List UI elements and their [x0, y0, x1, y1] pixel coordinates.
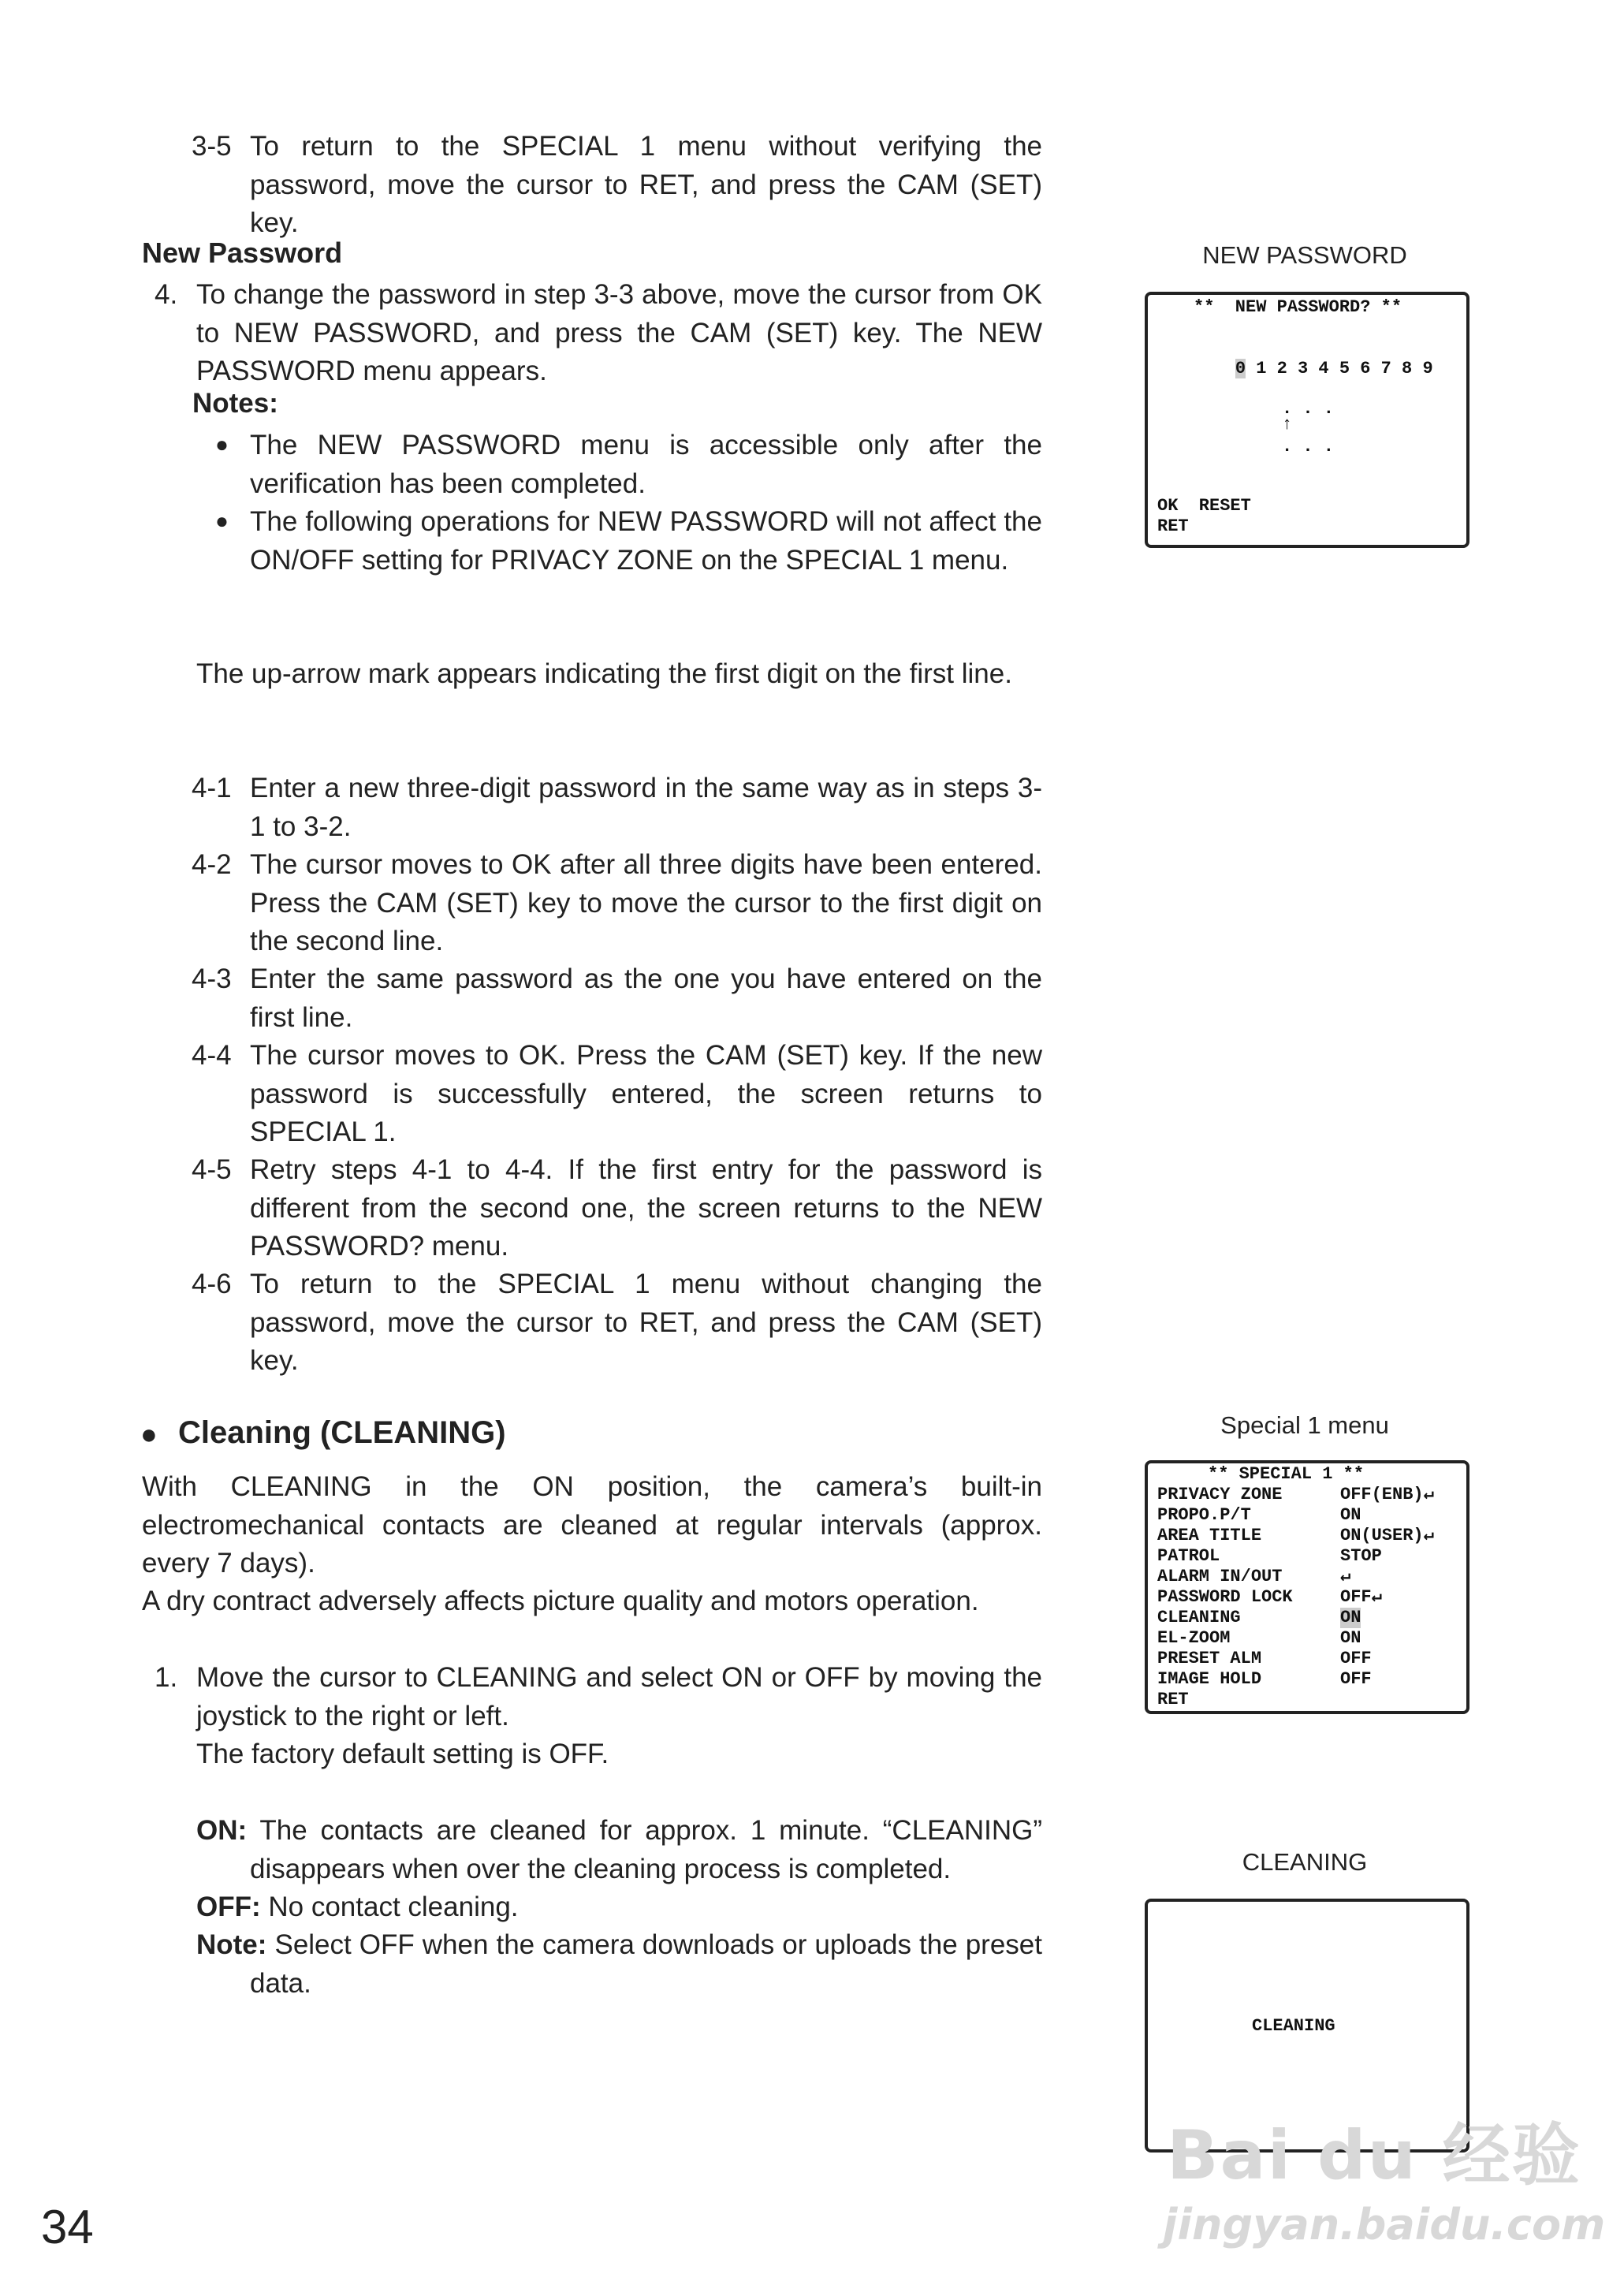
step-text: The cursor moves to OK after all three digits have been entered. Press the CAM (SET) key to move the cursor to the first digit on the second line.	[250, 849, 1042, 956]
off-text: No contact cleaning.	[268, 1892, 519, 1922]
screen-caption: CLEANING	[1242, 1848, 1368, 1876]
digit-row	[1194, 338, 1433, 400]
note-text: Select OFF when the camera downloads or uploads the preset data.	[250, 1929, 1042, 1999]
menu-label: ALARM IN/OUT	[1157, 1567, 1283, 1586]
section-bullet-icon: ●	[140, 1418, 158, 1450]
screen-caption: NEW PASSWORD	[1202, 241, 1407, 269]
step-number: 4-3	[192, 964, 232, 994]
menu-label: AREA TITLE	[1157, 1526, 1262, 1545]
on-definition	[196, 1812, 1042, 1888]
menu-label: PRIVACY ZONE	[1157, 1485, 1283, 1504]
menu-value: OFF(ENB)↵	[1340, 1485, 1434, 1504]
on-label: ON:	[196, 1815, 248, 1846]
watermark-logo: Bai du 经验	[1167, 2116, 1581, 2195]
menu-value: ON	[1340, 1505, 1361, 1525]
menu-label: IMAGE HOLD	[1157, 1669, 1262, 1689]
screen-ret: RET	[1157, 516, 1189, 536]
menu-label: PASSWORD LOCK	[1157, 1587, 1293, 1607]
step-text: Enter a new three-digit password in the same way as in steps 3-1 to 3-2.	[250, 773, 1042, 842]
screen-title: ** NEW PASSWORD? **	[1194, 297, 1402, 317]
entry-dots: . . .	[1282, 399, 1335, 419]
page-number: 34	[41, 2201, 94, 2253]
paragraph: The up-arrow mark appears indicating the first digit on the first line.	[196, 658, 1012, 689]
up-arrow-icon: ↑	[1282, 415, 1293, 434]
screen-options: OK RESET	[1157, 496, 1251, 516]
step-default: The factory default setting is OFF.	[196, 1739, 609, 1769]
digit-cursor: 0	[1235, 359, 1246, 378]
section-heading: Cleaning (CLEANING)	[178, 1415, 506, 1450]
step-text: To return to the SPECIAL 1 menu without changing the password, move the cursor to RET, and press the CAM (SET) key.	[250, 1269, 1042, 1376]
bullet-icon: ●	[215, 432, 229, 457]
off-label: OFF:	[196, 1892, 261, 1922]
bullet-icon: ●	[215, 509, 229, 533]
step-text: Enter the same password as the one you have entered on the first line.	[250, 964, 1042, 1033]
menu-value: OFF↵	[1340, 1587, 1382, 1607]
menu-value: ↵	[1340, 1567, 1351, 1586]
paragraph: A dry contract adversely affects picture quality and motors operation.	[142, 1586, 979, 1616]
off-definition	[196, 1888, 1042, 1927]
step-number: 4-4	[192, 1040, 232, 1071]
new-password-screen	[1145, 292, 1469, 548]
notes-label: Notes:	[192, 388, 278, 419]
entry-dots: . . .	[1282, 437, 1335, 457]
step-text: To return to the SPECIAL 1 menu without verifying the password, move the cursor to RET, and press the CAM (SET) key.	[250, 131, 1042, 238]
note-item: The NEW PASSWORD menu is accessible only after the verification has been completed.	[250, 430, 1042, 499]
menu-value: ON	[1340, 1628, 1361, 1648]
step-text: Retry steps 4-1 to 4-4. If the first entry for the password is different from the second one, the screen returns to the NEW PASSWORD? menu.	[250, 1154, 1042, 1262]
step-number: 1.	[155, 1662, 178, 1693]
screen-title: ** SPECIAL 1 **	[1208, 1464, 1365, 1484]
step-number: 4-6	[192, 1269, 232, 1299]
menu-value-selected: ON	[1340, 1608, 1361, 1627]
screen-caption: Special 1 menu	[1220, 1411, 1389, 1439]
on-text: The contacts are cleaned for approx. 1 minute. “CLEANING” disappears when over the cleaning process is completed.	[250, 1815, 1043, 1884]
digit-list: 1 2 3 4 5 6 7 8 9	[1246, 359, 1433, 378]
step-text: The cursor moves to OK. Press the CAM (SET) key. If the new password is successfully entered, the screen returns to SPECIAL 1.	[250, 1040, 1042, 1147]
menu-label: PATROL	[1157, 1546, 1220, 1566]
menu-value: STOP	[1340, 1546, 1382, 1566]
special1-screen	[1145, 1460, 1469, 1714]
watermark-url: jingyan.baidu.com	[1163, 2200, 1606, 2249]
section-heading: New Password	[142, 237, 343, 269]
menu-value: ON(USER)↵	[1340, 1526, 1434, 1545]
menu-label: CLEANING	[1157, 1608, 1241, 1627]
step-number: 4-2	[192, 849, 232, 880]
step-number: 3-5	[192, 131, 232, 162]
menu-value: OFF	[1340, 1649, 1372, 1668]
menu-value: OFF	[1340, 1669, 1372, 1689]
note-label: Note:	[196, 1929, 267, 1960]
screen-ret: RET	[1157, 1690, 1189, 1709]
step-text: To change the password in step 3-3 above, move the cursor from OK to NEW PASSWORD, and press the CAM (SET) key. The NEW PASSWORD menu appears.	[196, 279, 1042, 386]
step-text: Move the cursor to CLEANING and select ON or OFF by moving the joystick to the right or left.	[196, 1662, 1042, 1731]
menu-label: PROPO.P/T	[1157, 1505, 1251, 1525]
step-number: 4.	[155, 279, 178, 310]
menu-label: EL-ZOOM	[1157, 1628, 1231, 1648]
menu-label: PRESET ALM	[1157, 1649, 1262, 1668]
paragraph: With CLEANING in the ON position, the camera’s built-in electromechanical contacts are cleaned at regular intervals (approx. every 7 days).	[142, 1471, 1042, 1578]
note	[196, 1926, 1042, 2003]
step-number: 4-5	[192, 1154, 232, 1185]
step-number: 4-1	[192, 773, 232, 803]
screen-message: CLEANING	[1252, 2016, 1335, 2036]
note-item: The following operations for NEW PASSWORD will not affect the ON/OFF setting for PRIVACY ZONE on the SPECIAL 1 menu.	[250, 506, 1042, 576]
